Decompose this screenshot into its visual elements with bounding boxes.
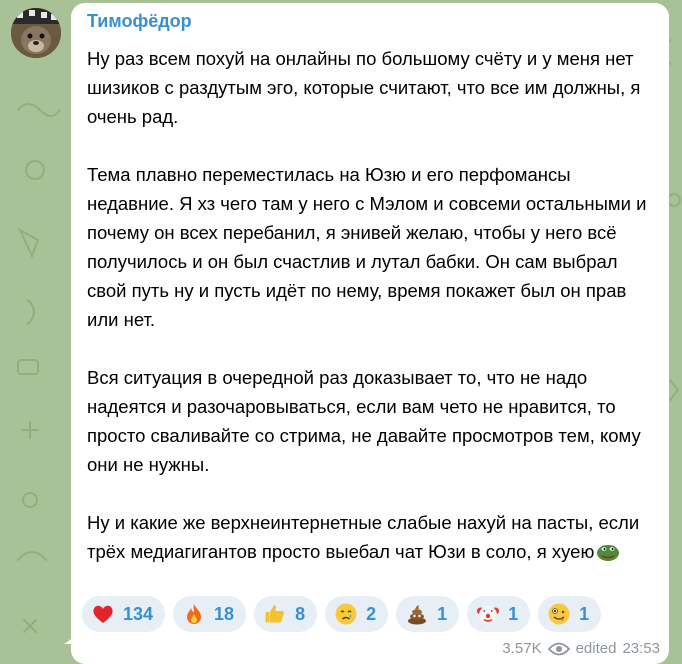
zany-face-icon — [547, 602, 571, 626]
reaction-count: 8 — [295, 603, 306, 624]
reaction-fire[interactable] — [173, 596, 246, 632]
message-paragraph-last — [87, 508, 662, 566]
reaction-zany[interactable] — [538, 596, 601, 632]
reaction-count: 1 — [579, 603, 590, 624]
reaction-heart[interactable] — [82, 596, 165, 632]
message-paragraph: Тема плавно переместилась на Юзю и его перфомансы недавние. Я хз чего там у него с Мэлом и совсеми остальными и почему он всех перебанил, я энивей желаю, чтобы у него всё получилось и он был счастлив и лутал бабки. Он сам выбрал свой путь ну и пусть идёт по нему, время покажет был он прав или нет. — [87, 164, 647, 330]
message-text — [87, 44, 662, 566]
reaction-thumbs-up[interactable] — [254, 596, 317, 632]
pepe-emoji-icon — [596, 540, 620, 562]
reaction-crying[interactable] — [325, 596, 388, 632]
message-paragraph-text: Ну и какие же верхнеинтернетные слабые нахуй на пасты, если трёх медиагигантов просто выебал чат Юзи в соло, я хуею — [87, 512, 640, 562]
message-time: 23:53 — [622, 640, 660, 657]
fire-icon — [182, 602, 206, 626]
eye-icon — [548, 641, 570, 657]
reaction-poo[interactable] — [396, 596, 459, 632]
reaction-clown[interactable] — [467, 596, 530, 632]
dog-avatar-icon — [11, 8, 61, 58]
reaction-count: 1 — [508, 603, 519, 624]
pile-of-poo-icon — [405, 602, 429, 626]
red-heart-icon — [91, 602, 115, 626]
message-paragraph: Ну раз всем похуй на онлайны по большому счёту и у меня нет шизиков с раздутым эго, которые считают, что все им должны, я очень рад. — [87, 48, 641, 127]
message-meta — [502, 640, 660, 657]
reaction-count: 18 — [214, 603, 235, 624]
reactions-bar — [82, 596, 601, 632]
message-paragraph: Вся ситуация в очередной раз доказывает то, что не надо надеятся и разочаровываться, если вам чето не нравится, то просто сваливайте со стрима, не давайте просмотров тем, кому они не нужны. — [87, 367, 641, 475]
sender-name[interactable]: Тимофёдор — [87, 11, 192, 31]
reaction-count: 134 — [123, 603, 154, 624]
crying-face-icon — [334, 602, 358, 626]
reaction-count: 2 — [366, 603, 377, 624]
clown-face-icon — [476, 602, 500, 626]
thumbs-up-icon — [263, 602, 287, 626]
reaction-count: 1 — [437, 603, 448, 624]
edited-label: edited — [575, 640, 617, 657]
sender-avatar[interactable] — [11, 8, 61, 58]
view-count: 3.57K — [502, 640, 542, 657]
